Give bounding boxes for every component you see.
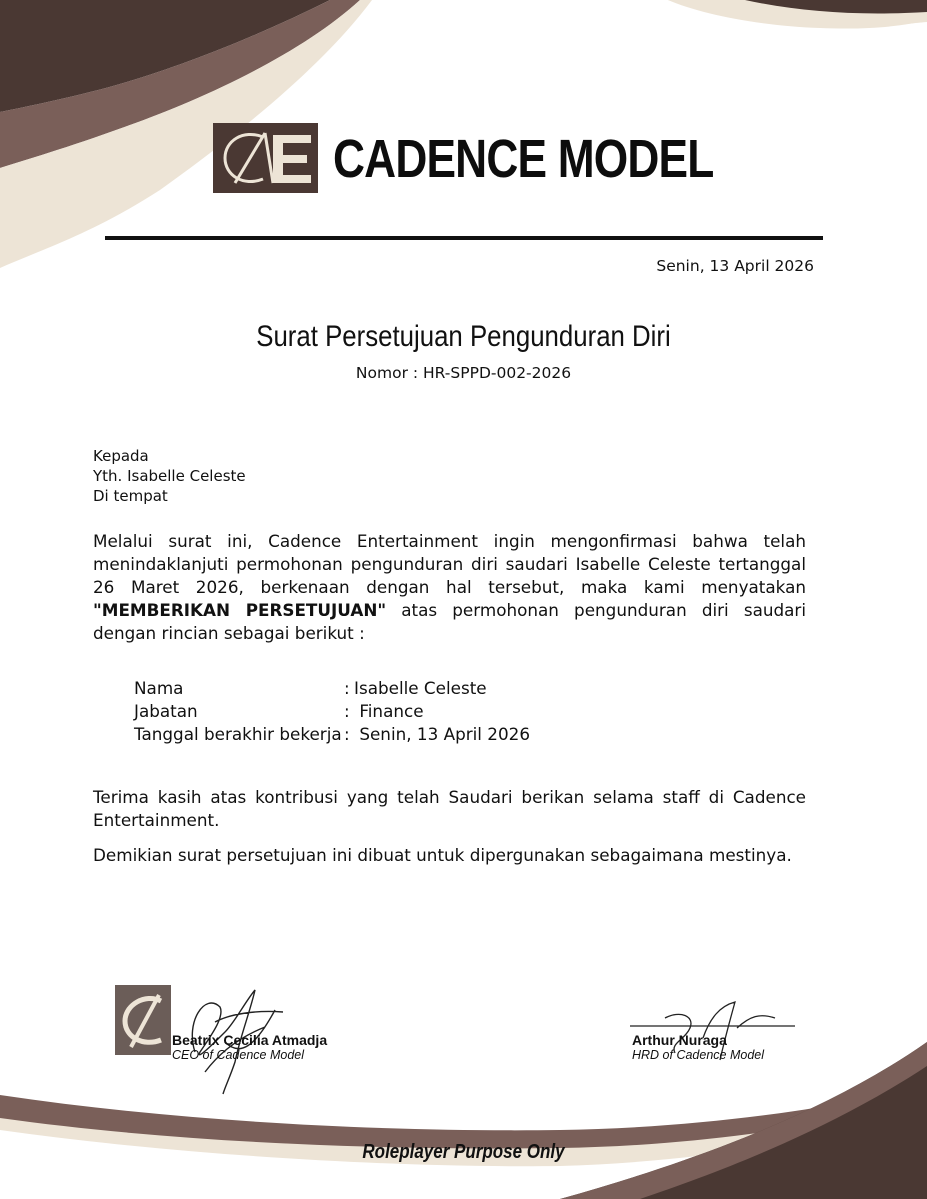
approval-statement: "MEMBERIKAN PERSETUJUAN" (93, 600, 387, 620)
brand-name: CADENCE MODEL (333, 129, 714, 189)
ceo-name: Beatrix Cecilia Atmadja (172, 1032, 328, 1048)
detail-row (134, 677, 530, 700)
detail-value: Isabelle Celeste (354, 678, 487, 698)
recipient-name: Yth. Isabelle Celeste (93, 467, 246, 485)
detail-value: Finance (354, 701, 424, 721)
details-list (134, 677, 530, 746)
company-logo (213, 123, 318, 193)
detail-colon: : (344, 724, 350, 744)
header-divider (105, 236, 823, 240)
recipient-block (93, 446, 246, 506)
letter-date: Senin, 13 April 2026 (656, 257, 814, 275)
company-stamp (115, 985, 171, 1055)
footer-note: Roleplayer Purpose Only (362, 1141, 565, 1163)
body-text: Melalui surat ini, Cadence Entertainment ingin mengonfirmasi bahwa telah menindaklanjuti permohonan pengunduran diri saudari Isabelle Celeste tertanggal 26 Maret 2026, berkenaan dengan hal tersebut, maka kami menyatakan (93, 531, 806, 597)
recipient-line: Kepada (93, 447, 149, 465)
closing-paragraph: Demikian surat persetujuan ini dibuat untuk dipergunakan sebagaimana mestinya. (93, 845, 792, 865)
hrd-title: HRD of Cadence Model (632, 1048, 765, 1062)
detail-row (134, 723, 530, 746)
body-paragraph (93, 530, 806, 645)
letter-number: Nomor : HR-SPPD-002-2026 (355, 364, 572, 382)
detail-colon: : (344, 678, 350, 698)
detail-label: Tanggal berakhir bekerja (134, 724, 342, 744)
letter-title: Surat Persetujuan Pengunduran Diri (256, 320, 671, 353)
ceo-title: CEO of Cadence Model (172, 1048, 305, 1062)
detail-value: Senin, 13 April 2026 (354, 724, 530, 744)
detail-row (134, 700, 530, 723)
recipient-line: Di tempat (93, 487, 168, 505)
detail-label: Nama (134, 678, 184, 698)
body-text: atas permohonan pengunduran diri saudari dengan rincian sebagai berikut : (93, 600, 806, 643)
detail-colon: : (344, 701, 350, 721)
detail-label: Jabatan (134, 701, 198, 721)
hrd-name: Arthur Nuraga (632, 1032, 727, 1048)
closing-paragraph: Terima kasih atas kontribusi yang telah Saudari berikan selama staff di Cadence Entertainment. (93, 787, 806, 830)
